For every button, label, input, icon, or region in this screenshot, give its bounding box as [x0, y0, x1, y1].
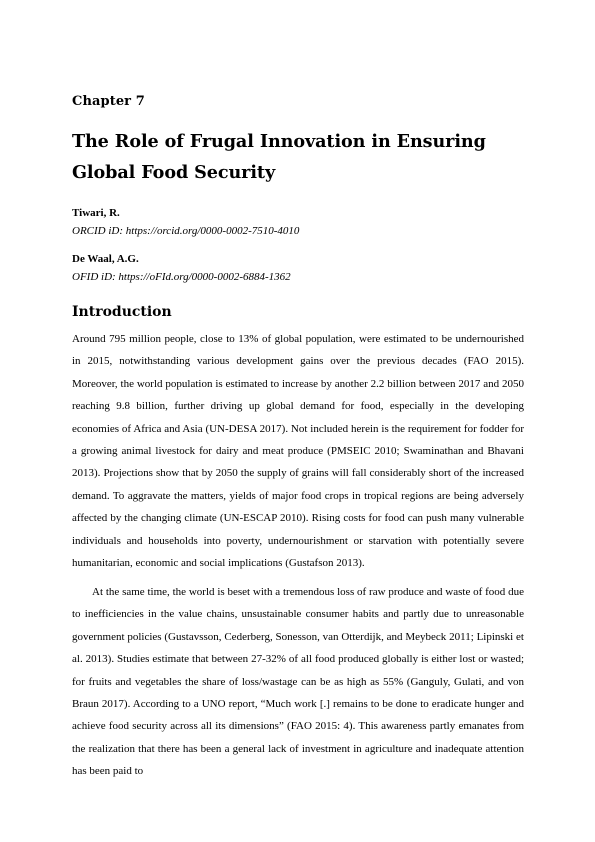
chapter-title: The Role of Frugal Innovation in Ensuring Global Food Security [72, 131, 486, 183]
author-identifier: ORCID iD: https://orcid.org/0000-0002-7510-4010 [72, 225, 300, 237]
author-block [72, 252, 291, 284]
chapter-label: Chapter 7 [72, 94, 145, 109]
author-name: Tiwari, R. [72, 207, 120, 219]
section-heading: Introduction [72, 304, 172, 320]
author-name: De Waal, A.G. [72, 253, 139, 265]
body-paragraph: Around 795 million people, close to 13% of global population, were estimated to be undernourished in 2015, notwithstanding various development gains over the previous decades (FAO 2015). Moreover, the world population is estimated to increase by another 2.2 billion between 2017 and 2050 reaching 9.8 billion, further driving up global demand for food, especially in the developing economies of Africa and Asia (UN-DESA 2017). Not included herein is the requirement for fodder for a growing animal livestock for dairy and meat produce (PMSEIC 2010; Swaminathan and Bhavani 2013). Projections show that by 2050 the supply of grains will fall considerably short of the increased demand. To aggravate the matters, yields of major food crops in tropical regions are being adversely affected by the changing climate (UN-ESCAP 2010). Rising costs for food can push many vulnerable individuals and households into poverty, undernourishment or starvation with potentially severe humanitarian, economic and social implications (Gustafson 2013). [72, 333, 524, 570]
body-paragraph: At the same time, the world is beset with a tremendous loss of raw produce and waste of food due to inefficiencies in the value chains, unsustainable consumer habits and partly due to unreasonable government policies (Gustavsson, Cederberg, Sonesson, van Otterdijk, and Meybeck 2011; Lipinski et al. 2013). Studies estimate that between 27-32% of all food produced globally is either lost or wasted; for fruits and vegetables the share of loss/wastage can be as high as 55% (Ganguly, Gulati, and von Braun 2017). According to a UNO report, “Much work [.] remains to be done to eradicate hunger and achieve food security across all its dimensions” (FAO 2015: 4). This awareness partly emanates from the realization that there has been a general lack of investment in agriculture and inadequate attention has been paid to [72, 586, 524, 778]
author-identifier: OFID iD: https://oFId.org/0000-0002-6884-1362 [72, 271, 291, 283]
author-block [72, 206, 299, 238]
